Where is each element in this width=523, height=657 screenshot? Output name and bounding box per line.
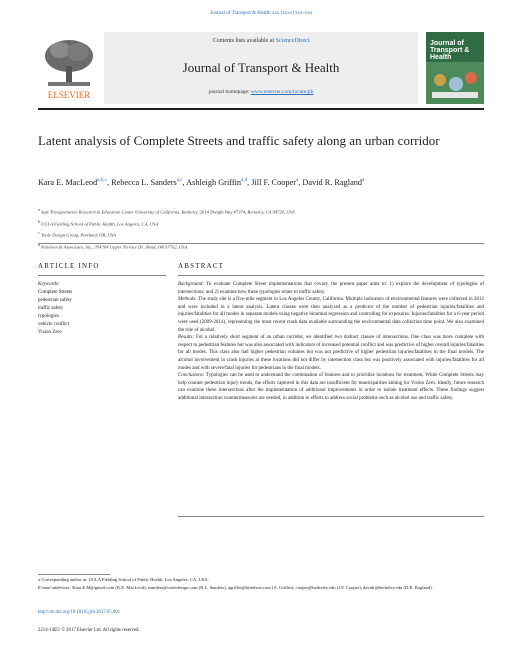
journal-reference: Journal of Transport & Health xxx (xxxx) xxx–xxx <box>210 11 313 16</box>
author <box>38 178 111 187</box>
corresponding-author-note: ⁎ Corresponding author at: UCLA Fielding School of Public Health, Los Angeles, CA, USA. <box>38 577 209 582</box>
abstract-section-text: To evaluate Complete Street implementations that covary, the present paper aims to: 1) explore the development of typologies of intersections; and 2) examine how these typologies relate to traffic safety. <box>178 282 484 295</box>
author-separator: , <box>182 177 187 187</box>
abstract-end-divider <box>178 516 484 517</box>
abstract-body <box>178 281 484 403</box>
affiliation <box>38 228 484 240</box>
author-name: Jill F. Cooper <box>251 177 296 187</box>
tree-logo-icon <box>38 32 101 104</box>
contents-prefix: Contents lists available at <box>212 38 276 44</box>
abstract-paragraph <box>178 334 484 372</box>
elsevier-logo <box>38 32 101 104</box>
author-name: Kara E. MacLeod <box>38 177 98 187</box>
homepage-link[interactable]: www.elsevier.com/locate/jth <box>250 89 314 95</box>
author <box>111 178 186 187</box>
affiliation-text: UCLA Fielding School of Public Health, Los Angeles, CA, USA <box>41 221 159 227</box>
author-affiliation-mark[interactable]: a <box>295 178 299 183</box>
doi-link[interactable]: http://dx.doi.org/10.1016/j.jth.2017.05.001 <box>38 610 121 615</box>
author-separator: , <box>106 177 112 187</box>
author-affiliation-mark[interactable]: a <box>362 178 365 183</box>
affiliation-list <box>38 205 484 251</box>
author <box>251 178 302 187</box>
keyword[interactable]: Vision Zero <box>38 330 62 335</box>
publisher-logo-text: ELSEVIER <box>47 90 91 100</box>
keyword[interactable]: pedestrian safety <box>38 298 72 303</box>
author-affiliation-mark[interactable]: a,d <box>241 178 248 183</box>
abstract-divider <box>178 275 484 276</box>
author-list <box>38 175 484 189</box>
abstract-paragraph <box>178 296 484 334</box>
footnotes <box>38 576 484 592</box>
header-divider <box>38 108 484 110</box>
sciencedirect-link[interactable]: ScienceDirect <box>275 38 310 44</box>
abstract-section-text: Typologies can be used to understand the combination of features and to prioritize locations for treatment. While Complete Streets may help counter pedestrian injury trends, the efforts captured in this data are insufficient for municipalities aiming for Vision Zero. Ideally, future research can examine these intersections after the implementation of additional improvements in order to isolate treatment effects. These findings suggest additional intersection countermeasures are needed, in addition to efforts to address social problems such as alcohol use and traffic safety. <box>178 373 484 401</box>
abstract-section-label: Conclusions: <box>178 373 205 379</box>
email-list[interactable]: Kara.E.M@gmail.com (K.E. MacLeod), rsanders@tooledesign.com (R.L. Sanders), agriffin@kittelson.com (A. Griffin), cooper@berkeley.edu (J.F. Cooper), davidr@berkeley.edu (D.R. Ragland). <box>71 585 433 590</box>
keywords-label: Keywords: <box>38 282 60 287</box>
homepage-prefix: journal homepage: <box>208 89 251 95</box>
affiliation-text: Kittelson & Associates, Inc., 354 SW Upper Terrace Dr., Bend, OR 97702, USA. <box>41 244 189 250</box>
author-affiliation-mark[interactable]: a,b,⁎ <box>97 178 107 183</box>
keywords-block <box>38 281 166 337</box>
keyword[interactable]: vehicle conflict <box>38 322 69 327</box>
author-affiliation-mark[interactable]: a,c <box>176 178 183 183</box>
author-separator: , <box>247 177 252 187</box>
author <box>302 178 364 187</box>
abstract-section-label: Background: <box>178 282 204 287</box>
author-separator: , <box>298 177 303 187</box>
affiliation <box>38 240 484 252</box>
author-name: Rebecca L. Sanders <box>111 177 177 187</box>
email-addresses <box>38 584 484 592</box>
abstract-section-text: The study site is a five-mile segment in Los Angeles County, California. Multiple indicators of environmental features were collected in 2012 and were included in a latent analysis. Latent classes were then analyzed as a predictor of the number of pedestrian injuries/fatalities and injuries/fatalities for all modes in separate models using negative binomial regression and controlling for exposures. Injuries/fatalities for a 6-year period were used (2009-2014), representing the most recent crash data available surrounding the environmental data collection time point. We also examined the role of alcohol. <box>178 297 484 333</box>
journal-title: Journal of Transport & Health <box>182 60 340 75</box>
keyword[interactable]: traffic safety <box>38 306 64 311</box>
email-label: E-mail addresses: <box>38 585 72 590</box>
affiliations-divider <box>38 243 484 244</box>
journal-cover <box>426 32 484 104</box>
abstract-section-text: For a relatively short segment of an urban corridor, we identified two distinct classes of intersections. One class was more complete with respect to pedestrian features but was also associated with indicators of increased potential conflict and was predictive of higher overall injuries/fatalities for all modes. This class also had higher pedestrian volumes but was not predictive of higher pedestrian injuries/fatalities in the final models. The alcohol involvement in crash injuries at these locations did not differ by intersection class but was positively associated with injuries/fatalities for all modes and with severe/fatal injuries for pedestrians in the final models. <box>178 335 485 371</box>
abstract-paragraph <box>178 372 484 402</box>
abstract-paragraph <box>178 281 484 296</box>
author-name: Ashleigh Griffin <box>186 177 242 187</box>
article-info-heading: ARTICLE INFO <box>38 262 100 270</box>
article-info-divider <box>38 275 166 276</box>
affiliation-mark: c <box>38 230 40 236</box>
keyword[interactable]: Complete Streets <box>38 290 73 295</box>
abstract-section-label: Results: <box>178 335 195 341</box>
affiliation-text: Safe Transportation Research & Education Center University of California, Berkeley, 2614 Dwight Way #7374, Berkeley, CA 94720, USA <box>40 209 295 215</box>
affiliation <box>38 217 484 229</box>
keyword[interactable]: typologies <box>38 314 59 319</box>
author <box>186 178 251 187</box>
author-name: David R. Ragland <box>302 177 363 187</box>
affiliation-mark: a <box>38 207 40 212</box>
abstract-section-label: Methods: <box>178 297 197 303</box>
affiliation-text: Toole Design Group, Portland, OR, USA <box>40 232 116 238</box>
article-title: Latent analysis of Complete Streets and traffic safety along an urban corridor <box>38 133 440 148</box>
affiliation-mark: b <box>38 218 40 224</box>
footnote-divider <box>38 574 110 575</box>
contents-line <box>104 38 418 44</box>
cover-title: Journal of Transport & Health <box>430 40 470 61</box>
copyright-line: 2214-1405/ © 2017 Elsevier Ltd. All rights reserved. <box>38 628 140 633</box>
affiliation-mark: d <box>38 241 40 247</box>
homepage-line <box>104 89 418 95</box>
abstract-heading: ABSTRACT <box>178 262 225 270</box>
affiliation <box>38 205 484 217</box>
